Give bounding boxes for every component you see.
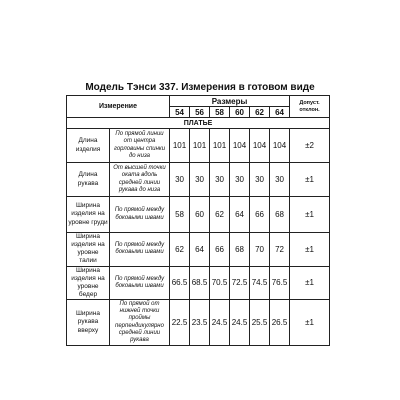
measure-method: По прямой от нижней точки проймы перпендикулярно средней линии рукава <box>110 300 170 346</box>
tolerance-cell: ±1 <box>290 300 330 346</box>
size-value-cell: 101 <box>170 129 190 163</box>
size-value-cell: 70.5 <box>210 266 230 300</box>
size-value-cell: 30 <box>210 163 230 197</box>
size-value-cell: 76.5 <box>270 266 290 300</box>
measure-name: Длина рукава <box>67 163 110 197</box>
table-row <box>67 197 330 233</box>
size-value-cell: 104 <box>270 129 290 163</box>
size-value-cell: 104 <box>250 129 270 163</box>
size-value-cell: 30 <box>230 163 250 197</box>
measure-method: От высшей точки оката вдоль средней линии рукава до низа <box>110 163 170 197</box>
tolerance-cell: ±2 <box>290 129 330 163</box>
size-value-cell: 22.5 <box>170 300 190 346</box>
section-dress: ПЛАТЬЕ <box>67 118 330 129</box>
size-header-cell: 64 <box>270 107 290 118</box>
header-measure: Измерение <box>67 96 170 118</box>
header-sizes: Размеры <box>170 96 290 107</box>
measure-name: Ширина изделия на уровне груди <box>67 197 110 233</box>
size-header-cell: 60 <box>230 107 250 118</box>
size-value-cell: 68 <box>230 233 250 267</box>
size-value-cell: 66 <box>250 197 270 233</box>
size-value-cell: 62 <box>210 197 230 233</box>
size-value-cell: 25.5 <box>250 300 270 346</box>
size-value-cell: 62 <box>170 233 190 267</box>
size-value-cell: 26.5 <box>270 300 290 346</box>
size-value-cell: 74.5 <box>250 266 270 300</box>
size-header-cell: 56 <box>190 107 210 118</box>
measure-name: Длина изделия <box>67 129 110 163</box>
size-header-cell: 62 <box>250 107 270 118</box>
size-value-cell: 101 <box>190 129 210 163</box>
size-value-cell: 30 <box>270 163 290 197</box>
tolerance-cell: ±1 <box>290 197 330 233</box>
measure-name: Ширина изделия на уровне талии <box>67 233 110 267</box>
size-value-cell: 64 <box>230 197 250 233</box>
size-value-cell: 68.5 <box>190 266 210 300</box>
table-row <box>67 233 330 267</box>
size-value-cell: 64 <box>190 233 210 267</box>
tolerance-cell: ±1 <box>290 233 330 267</box>
size-header-cell: 54 <box>170 107 190 118</box>
size-value-cell: 58 <box>170 197 190 233</box>
measure-method: По прямой линии от центра горловины спинки до низа <box>110 129 170 163</box>
tolerance-cell: ±1 <box>290 163 330 197</box>
size-value-cell: 72.5 <box>230 266 250 300</box>
size-value-cell: 60 <box>190 197 210 233</box>
size-value-cell: 30 <box>170 163 190 197</box>
measure-name: Ширина изделия на уровне бедер <box>67 266 110 300</box>
measure-method: По прямой между боковыми швами <box>110 233 170 267</box>
size-value-cell: 101 <box>210 129 230 163</box>
table-row <box>67 163 330 197</box>
measure-method: По прямой между боковыми швами <box>110 266 170 300</box>
header-tolerance: Допуст. отклон. <box>290 96 330 118</box>
size-value-cell: 72 <box>270 233 290 267</box>
size-value-cell: 24.5 <box>230 300 250 346</box>
size-value-cell: 104 <box>230 129 250 163</box>
size-value-cell: 70 <box>250 233 270 267</box>
size-value-cell: 23.5 <box>190 300 210 346</box>
size-value-cell: 66 <box>210 233 230 267</box>
measure-method: По прямой между боковыми швами <box>110 197 170 233</box>
size-header-cell: 58 <box>210 107 230 118</box>
size-value-cell: 30 <box>250 163 270 197</box>
table-row <box>67 129 330 163</box>
table-row <box>67 300 330 346</box>
size-value-cell: 68 <box>270 197 290 233</box>
tolerance-cell: ±1 <box>290 266 330 300</box>
measure-name: Ширина рукава вверху <box>67 300 110 346</box>
document-title: Модель Тэнси 337. Измерения в готовом виде <box>85 82 315 93</box>
table-row <box>67 266 330 300</box>
size-value-cell: 66.5 <box>170 266 190 300</box>
measurements-table <box>66 95 330 346</box>
size-value-cell: 30 <box>190 163 210 197</box>
size-value-cell: 24.5 <box>210 300 230 346</box>
